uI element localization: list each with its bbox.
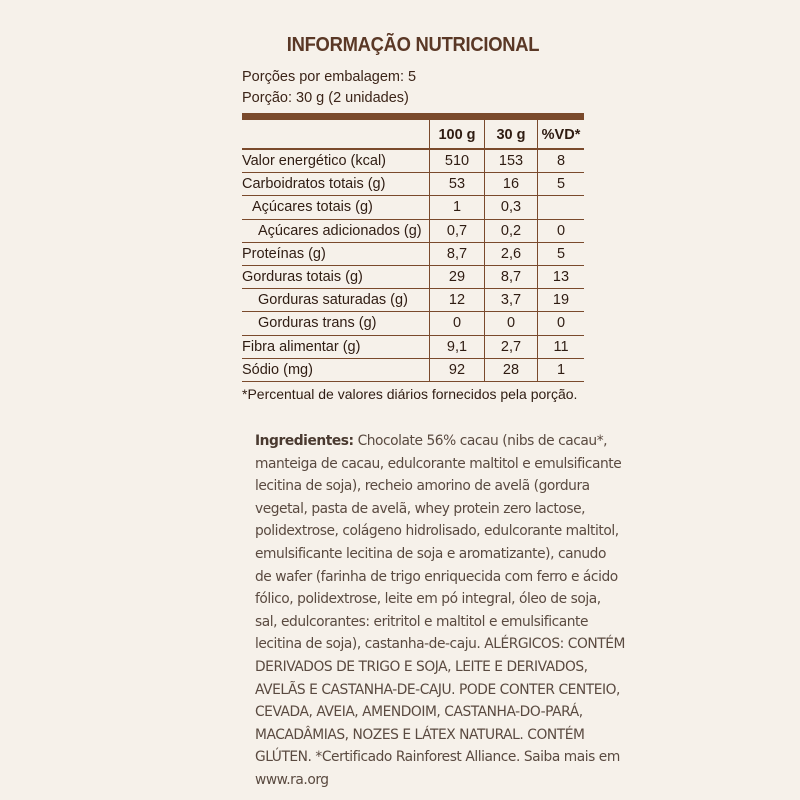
ingredients-label: Ingredientes: [255,433,354,449]
serving-size: Porção: 30 g (2 unidades) [242,90,409,106]
row-value-30g: 0 [485,312,538,335]
row-value-100g: 510 [430,149,485,173]
row-value-100g: 12 [430,289,485,312]
row-value-30g: 2,7 [485,335,538,358]
table-row [242,219,584,242]
servings-per-package: Porções por embalagem: 5 [242,69,417,85]
row-value-vd: 19 [538,289,585,312]
row-value-100g: 29 [430,265,485,288]
row-label: Sódio (mg) [242,358,430,381]
row-value-30g: 2,6 [485,242,538,265]
row-label: Proteínas (g) [242,242,430,265]
row-value-100g: 9,1 [430,335,485,358]
ingredients-block [255,430,625,792]
row-label: Açúcares adicionados (g) [242,219,430,242]
table-row [242,242,584,265]
header-30g: 30 g [485,120,538,149]
table-row [242,265,584,288]
table-header-row [242,120,584,149]
row-label: Fibra alimentar (g) [242,335,430,358]
row-value-vd: 0 [538,219,585,242]
table-row [242,196,584,219]
row-value-30g: 0,3 [485,196,538,219]
row-value-vd: 5 [538,242,585,265]
table-footnote: *Percentual de valores diários fornecidos pela porção. [242,385,578,402]
thick-divider [242,113,584,120]
row-value-vd: 0 [538,312,585,335]
row-value-100g: 0,7 [430,219,485,242]
row-value-30g: 16 [485,173,538,196]
row-value-vd: 1 [538,358,585,381]
row-value-30g: 153 [485,149,538,173]
header-vd: %VD* [538,120,585,149]
row-value-100g: 53 [430,173,485,196]
nutrition-facts-panel [242,30,584,402]
row-value-100g: 8,7 [430,242,485,265]
row-value-100g: 1 [430,196,485,219]
table-row [242,358,584,381]
table-row [242,289,584,312]
row-label: Valor energético (kcal) [242,149,430,173]
row-value-vd: 5 [538,173,585,196]
row-value-vd: 11 [538,335,585,358]
header-blank [242,120,430,149]
row-value-30g: 0,2 [485,219,538,242]
row-value-vd: 13 [538,265,585,288]
row-label: Carboidratos totais (g) [242,173,430,196]
header-100g: 100 g [430,120,485,149]
row-value-100g: 0 [430,312,485,335]
row-label: Gorduras totais (g) [242,265,430,288]
nutrition-table [242,120,584,382]
row-label: Gorduras saturadas (g) [242,289,430,312]
row-label: Açúcares totais (g) [242,196,430,219]
table-row [242,335,584,358]
row-label: Gorduras trans (g) [242,312,430,335]
row-value-vd: 8 [538,149,585,173]
table-row [242,312,584,335]
table-row [242,173,584,196]
row-value-100g: 92 [430,358,485,381]
row-value-30g: 28 [485,358,538,381]
nutrition-title: INFORMAÇÃO NUTRICIONAL [286,34,540,56]
row-value-30g: 3,7 [485,289,538,312]
row-value-vd [538,196,585,219]
table-row [242,149,584,173]
ingredients-text: Chocolate 56% cacau (nibs de cacau*, manteiga de cacau, edulcorante maltitol e emulsificante lecitina de soja), recheio amorino de avelã (gordura vegetal, pasta de avelã, whey protein zero lactose, polidextrose, colágeno hidrolisado, edulcorante maltitol, emulsificante lecitina de soja e aromatizante), canudo de wafer (farinha de trigo enriquecida com ferro e ácido fólico, polidextrose, leite em pó integral, óleo de soja, sal, edulcorantes: eritritol e maltitol e emulsificante lecitina de soja), castanha-de-caju. ALÉRGICOS: CONTÉM DERIVADOS DE TRIGO E SOJA, LEITE E DERIVADOS, AVELÃS E CASTANHA-DE-CAJU. PODE CONTER CENTEIO, CEVADA, AVEIA, AMENDOIM, CASTANHA-DO-PARÁ, MACADÂMIAS, NOZES E LÁTEX NATURAL. CONTÉM GLÚTEN. *Certificado Rainforest Alliance. Saiba mais em www.ra.org [255,433,625,788]
row-value-30g: 8,7 [485,265,538,288]
